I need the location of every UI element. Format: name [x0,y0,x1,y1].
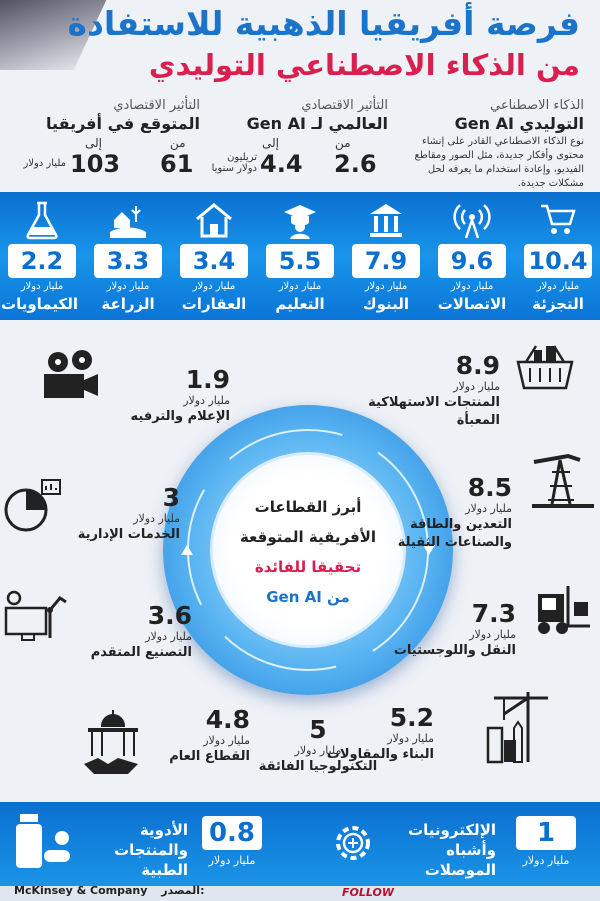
sector-unit: مليار دولار [203,734,250,747]
pharma-value: 0.8 [202,816,262,850]
band-value: 9.6 [438,244,506,278]
pharma-name-2: والمنتجات الطبية [114,841,188,879]
band-unit: مليار دولار [106,281,150,292]
source-name: McKinsey & Company [14,884,148,897]
africa-impact-head: التأثير الاقتصادي [113,98,200,113]
sector-name: القطاع العام [169,749,250,764]
band-item-retail [522,192,594,320]
sector-name: النقل واللوجستيات [393,643,516,658]
pie-chart-icon [2,478,68,538]
electronics-unit: مليار دولار [522,854,570,867]
band-value: 5.5 [266,244,334,278]
africa-unit: مليار دولار [23,158,66,169]
sector-name: الإعلام والترفيه [130,409,230,424]
flask-icon [22,200,62,240]
band-value: 10.4 [524,244,592,278]
forklift-icon [528,582,594,642]
band-value: 3.3 [94,244,162,278]
sector-public [150,706,250,766]
sector-value: 5.2 [389,703,434,732]
house-icon [194,200,234,240]
band-name: العقارات [181,295,247,313]
sector-name: التكنولوجيا الفائقة [258,759,378,774]
sector-name: التعدين والطاقة [410,517,512,532]
genai-strong: التوليدي Gen AI [454,114,584,133]
band-unit: مليار دولار [536,281,580,292]
sector-name: التصنيع المتقدم [90,645,192,660]
source-label: المصدر: [161,884,205,897]
robot-arm-icon [4,588,70,648]
global-impact-strong: العالمي لـ Gen AI [246,114,388,133]
band-name: الكيماويات [1,295,78,313]
center-line-1: أبرز القطاعات [254,498,362,516]
band-unit: مليار دولار [450,281,494,292]
title-line-2: من الذكاء الاصطناعي التوليدي [148,48,580,82]
sector-unit: مليار دولار [133,512,180,525]
band-name: البنوك [362,295,410,313]
sector-value: 1.9 [185,365,230,394]
sector-fmcg [350,352,500,430]
africa-to-label: إلى [85,136,102,150]
band-item-banks [350,192,422,320]
basket-icon [512,336,578,396]
sector-value: 7.3 [471,599,516,628]
sector-value: 8.9 [455,351,500,380]
africa-to-value: 103 [70,150,121,178]
band-item-education [264,192,336,320]
band-name: الزراعة [101,295,155,313]
global-to-value: 4.4 [260,150,303,178]
band-value: 3.4 [180,244,248,278]
pumpjack-icon [530,452,596,512]
global-unit: تريليون دولار سنويا [211,152,257,174]
center-line-3: تحقيقا للفائدة [254,558,362,576]
electronics-name-1: الإلكترونيات [408,821,496,839]
sector-name: الخدمات الإدارية [77,527,180,542]
center-line-4: من Gen AI [266,588,350,606]
sector-manufacturing [72,602,192,662]
electronics-value: 1 [516,816,576,850]
band-name: الاتصالات [437,295,507,313]
sector-unit: مليار دولار [294,744,342,757]
sector-name: البناء والمقاولات [326,747,434,762]
crane-icon [484,688,550,768]
sector-band [0,192,600,320]
sector-unit: مليار دولار [387,732,434,745]
farm-icon [108,200,148,240]
pharma-name-1: الأدوية [139,821,188,839]
global-to-label: إلى [262,136,279,150]
genai-description: نوع الذكاء الاصطناعي القادر على إنشاء محتوى وأفكار جديدة، مثل الصور ومقاطع الفيديو، وإعادة استخدام ما يعرفه لحل مشكلات جديدة. [414,136,584,189]
band-unit: مليار دولار [278,281,322,292]
antenna-icon [452,200,492,240]
global-from-value: 2.6 [334,150,377,178]
sector-value: 3 [162,483,180,512]
sector-value: 3.6 [147,601,192,630]
follow-logo: FOLLOW [342,886,394,899]
center-line-2: الأفريقية المتوقعة [239,528,377,546]
title-line-1: فرصة أفريقيا الذهبية للاستفادة [67,4,580,43]
sector-value: 8.5 [467,473,512,502]
band-unit: مليار دولار [20,281,64,292]
electronics-name-2: وأشباه الموصلات [424,841,496,879]
sector-unit: مليار دولار [183,394,230,407]
band-item-realestate [178,192,250,320]
africa-from-label: من [170,136,186,150]
africa-from-value: 61 [160,150,194,178]
pills-icon [10,810,76,880]
band-item-agriculture [92,192,164,320]
sector-mining [362,474,512,552]
band-value: 7.9 [352,244,420,278]
sector-hightech [258,716,378,776]
sector-value: 5 [309,715,327,744]
band-name: التعليم [275,295,325,313]
sector-name-2: المعبأة [456,413,500,428]
sector-unit: مليار دولار [453,380,500,393]
sector-transport [366,600,516,660]
projector-icon [36,348,102,408]
sector-name-2: والصناعات الثقيلة [397,535,512,550]
pharma-unit: مليار دولار [208,854,256,867]
band-unit: مليار دولار [364,281,408,292]
cart-icon [538,200,578,240]
source-credit [14,884,204,897]
sector-name: المنتجات الاستهلاكية [368,395,500,410]
band-value: 2.2 [8,244,76,278]
global-from-label: من [335,136,351,150]
genai-head: الذكاء الاصطناعي [490,98,584,113]
sector-value: 4.8 [205,705,250,734]
bank-icon [366,200,406,240]
africa-impact-strong: المتوقع في أفريقيا [46,114,200,133]
band-item-chemicals [1,192,78,320]
sector-unit: مليار دولار [469,628,516,641]
sector-unit: مليار دولار [465,502,512,515]
global-impact-head: التأثير الاقتصادي [301,98,388,113]
bottom-band [0,802,600,886]
handshake-icon [80,708,146,782]
sector-unit: مليار دولار [145,630,192,643]
band-item-telecom [436,192,508,320]
sector-admin [60,484,180,544]
chip-gear-icon [326,816,380,874]
band-unit: مليار دولار [192,281,236,292]
sector-media [110,366,230,426]
graduate-icon [280,200,320,240]
band-name: التجزئة [532,295,584,313]
